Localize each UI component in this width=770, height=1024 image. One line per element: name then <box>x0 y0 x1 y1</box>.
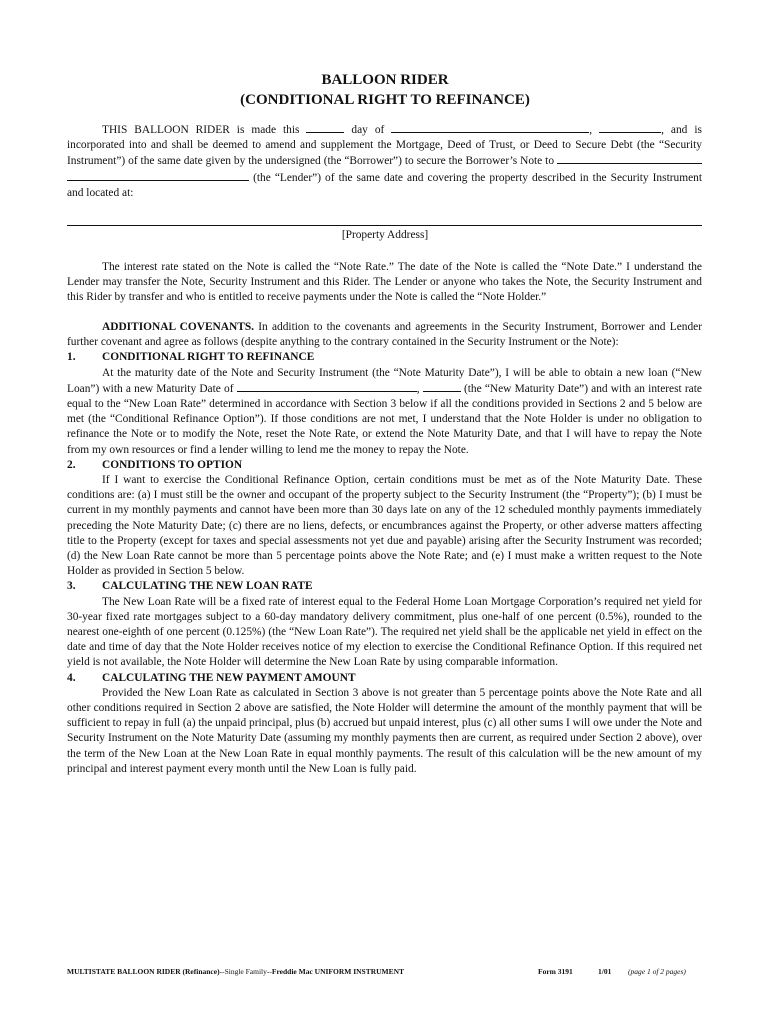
document-title: BALLOON RIDER <box>321 72 449 88</box>
new-maturity-year-blank[interactable] <box>423 381 461 392</box>
section-1-text-b: , <box>416 382 420 395</box>
footer-form-title: MULTISTATE BALLOON RIDER (Refinance)--Single Family--Freddie Mac UNIFORM INSTRUMENT <box>67 967 405 976</box>
covenants-paragraph <box>67 320 702 350</box>
month-blank[interactable] <box>391 122 589 133</box>
covenants-block <box>67 320 702 777</box>
section-2-heading <box>67 458 702 473</box>
section-title: CALCULATING THE NEW PAYMENT AMOUNT <box>102 671 356 684</box>
section-3-body: The New Loan Rate will be a fixed rate of interest equal to the Federal Home Loan Mortgage Corporation’s required net yield for 30-year fixed rate mortgages subject to a 60-day mandatory delivery commitment, plus one-half of one percent (0.5%), rounded to the nearest one-eighth of one percent (0.125%) (the “New Loan Rate”). The required net yield shall be the applicable net yield in effect on the date and time of day that the Note Holder receives notice of my election to exercise the Conditional Refinance Option. If this required net yield is not available, the Note Holder will determine the New Loan Rate by using comparable information. <box>67 595 702 669</box>
section-title: CONDITIONS TO OPTION <box>102 458 243 471</box>
footer-page-number: (page 1 of 2 pages) <box>628 967 686 976</box>
section-3-heading <box>67 579 702 594</box>
intro-text-e: (the “Lender”) of the same date and covering the property described in the Security Instrument and located at: <box>67 171 702 199</box>
section-1-body <box>67 366 702 458</box>
property-address-line[interactable] <box>67 225 702 226</box>
section-title: CONDITIONAL RIGHT TO REFINANCE <box>102 351 315 364</box>
section-1-text-a: At the maturity date of the Note and Security Instrument (the “Note Maturity Date”), I will be able to obtain a new loan (“New Loan”) with a new Maturity Date of <box>67 366 702 395</box>
section-number: 1. <box>67 351 76 364</box>
note-paragraph: The interest rate stated on the Note is called the “Note Rate.” The date of the Note is called the “Note Date.” I understand the Lender may transfer the Note, Security Instrument and this Rider. The Lender or anyone who takes the Note, the Security Instrument and this Rider by transfer and who is entitled to receive payments under the Note is called the “Note Holder.” <box>67 261 702 304</box>
section-4-heading <box>67 671 702 686</box>
covenants-text: In addition to the covenants and agreements in the Security Instrument, Borrower and Lender further covenant and agree as follows (despite anything to the contrary contained in the Security Instrument or the Note): <box>67 321 702 349</box>
footer-form-number: Form 3191 <box>538 967 573 976</box>
lender-blank-1[interactable] <box>557 153 702 164</box>
section-2-body: If I want to exercise the Conditional Refinance Option, certain conditions must be met as of the Note Maturity Date. These conditions are: (a) I must still be the owner and occupant of the property subject to the Security Instrument (the “Property”); (b) I must be current in my monthly payments and cannot have been more than 30 days late on any of the 12 scheduled monthly payments immediately preceding the Note Maturity Date; (c) there are no liens, defects, or encumbrances against the Property, or other adverse matters affecting title to the Property (except for taxes and special assessments not yet due and payable) arising after the Security Instrument was recorded; (d) the New Loan Rate cannot be more than 5 percentage points above the Note Rate; and (e) I must make a written request to the Note Holder as provided in Section 5 below. <box>67 474 702 578</box>
property-address-label: [Property Address] <box>341 229 429 241</box>
section-1-text-c: (the “New Maturity Date”) and with an interest rate equal to the “New Loan Rate” determined in accordance with Section 3 below if all the conditions provided in Sections 2 and 5 below are met (the “Conditional Refinance Option”). If those conditions are not met, I understand that the Note Holder is under no obligation to refinance the Note or to modify the Note, reset the Note Rate, or extend the Note Maturity Date, and that I will have to repay the Note from my own resources or find a lender willing to lend me the money to repay the Note. <box>67 382 702 456</box>
day-blank[interactable] <box>306 122 344 133</box>
section-number: 4. <box>67 671 76 684</box>
year-blank[interactable] <box>599 122 661 133</box>
section-number: 3. <box>67 580 76 593</box>
intro-text-b: day of <box>351 124 385 136</box>
footer-form-date: 1/01 <box>598 967 612 976</box>
intro-text-d: , and is incorporated into and shall be deemed to amend and supplement the Mortgage, Deed of Trust, or Deed to Secure Debt (the “Security Instrument”) of the same date given by the undersigned (the “Borrower”) to secure the Borrower’s Note to <box>67 124 702 168</box>
section-title: CALCULATING THE NEW LOAN RATE <box>102 580 313 593</box>
lender-blank-2[interactable] <box>67 170 249 181</box>
section-number: 2. <box>67 458 76 471</box>
section-1-heading <box>67 350 702 365</box>
intro-text-a: THIS BALLOON RIDER is made this <box>102 124 300 136</box>
section-4-body: Provided the New Loan Rate as calculated in Section 3 above is not greater than 5 percentage points above the Note Rate and all other conditions required in Section 2 above are satisfied, the Note Holder will determine the amount of the monthly payment that will be sufficient to repay in full (a) the unpaid principal, plus (b) accrued but unpaid interest, plus (c) all other sums I will owe under the Note and Security Instrument on the Note Maturity Date (assuming my monthly payments then are current, as required under Section 2 above), over the term of the New Loan at the New Loan Rate in equal monthly payments. The result of this calculation will be the new amount of my principal and interest payment every month until the New Loan is fully paid. <box>67 686 702 775</box>
document-subtitle: (CONDITIONAL RIGHT TO REFINANCE) <box>240 92 530 108</box>
new-maturity-date-blank[interactable] <box>237 381 417 392</box>
intro-text-c: , <box>589 124 593 136</box>
intro-paragraph <box>67 122 702 201</box>
covenants-heading: ADDITIONAL COVENANTS. <box>102 321 255 333</box>
